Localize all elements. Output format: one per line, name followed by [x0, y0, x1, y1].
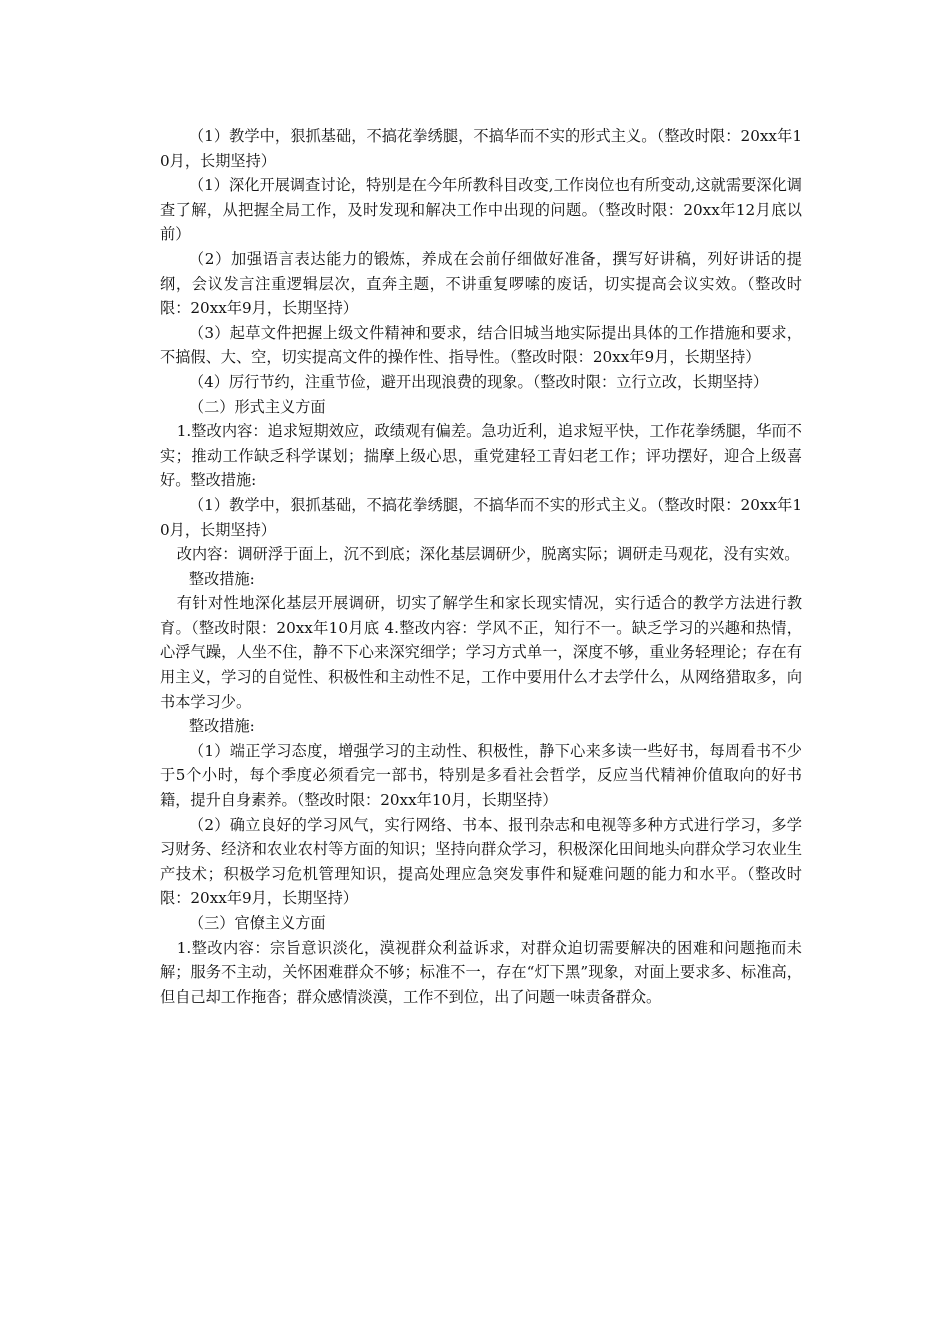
paragraph: 改内容：调研浮于面上，沉不到底；深化基层调研少，脱离实际；调研走马观花，没有实效。 [176, 545, 800, 564]
paragraph: （1）端正学习态度，增强学习的主动性、积极性，静下心来多读一些好书，每周看书不少于5个小时，每个季度必须看完一部书，特别是多看社会哲学，反应当代精神价值取向的好书籍，提升自身素养。（整改时限：20xx年10月，长期坚持） [160, 741, 802, 810]
paragraph: 1.整改内容：追求短期效应，政绩观有偏差。急功近利，追求短平快，工作花拳绣腿，华而不实；推动工作缺乏科学谋划；揣摩上级心思，重党建轻工青妇老工作；评功摆好，迎合上级喜好。整改措施: [160, 422, 802, 490]
paragraph: （4）厉行节约，注重节俭，避开出现浪费的现象。（整改时限：立行立改，长期坚持） [188, 372, 769, 391]
section-heading: （二）形式主义方面 [188, 397, 326, 416]
paragraph: （3）起草文件把握上级文件精神和要求，结合旧城当地实际提出具体的工作措施和要求，不搞假、大、空，切实提高文件的操作性、指导性。（整改时限：20xx年9月，长期坚持） [160, 323, 802, 367]
paragraph: 1.整改内容：宗旨意识淡化，漠视群众利益诉求，对群众迫切需要解决的困难和问题拖而未解；服务不主动，关怀困难群众不够；标准不一，存在“灯下黑”现象，对面上要求多、标准高，但自己却工作拖沓；群众感情淡漠，工作不到位，出了问题一味责备群众。 [160, 938, 802, 1006]
paragraph: （2）加强语言表达能力的锻炼，养成在会前仔细做好准备，撰写好讲稿，列好讲话的提纲，会议发言注重逻辑层次，直奔主题，不讲重复啰嗦的废话，切实提高会议实效。（整改时限：20xx年9月，长期坚持） [160, 249, 802, 318]
subheading: 整改措施: [188, 569, 255, 588]
paragraph: （1）教学中，狠抓基础，不搞花拳绣腿，不搞华而不实的形式主义。（整改时限：20xx年10月，长期坚持） [160, 127, 802, 170]
subheading: 整改措施: [188, 717, 255, 736]
paragraph: （1）深化开展调查讨论，特别是在今年所教科目改变,工作岗位也有所变动,这就需要深化调查了解，从把握全局工作，及时发现和解决工作中出现的问题。（整改时限：20xx年12月底以前） [160, 176, 802, 244]
paragraph: （1）教学中，狠抓基础，不搞花拳绣腿，不搞华而不实的形式主义。（整改时限：20xx年10月，长期坚持） [160, 495, 802, 539]
document-body [160, 124, 802, 1009]
paragraph: 有针对性地深化基层开展调研，切实了解学生和家长现实情况，实行适合的教学方法进行教育。（整改时限：20xx年10月底 4.整改内容：学风不正，知行不一。缺乏学习的兴趣和热情，心浮气躁，人坐不住，静不下心来深究细学；学习方式单一，深度不够，重业务轻理论；存在有用主义，学习的自觉性、积极性和主动性不足，工作中要用什么才去学什么，从网络猎取多，向书本学习少。 [160, 594, 802, 711]
paragraph: （2）确立良好的学习风气，实行网络、书本、报刊杂志和电视等多种方式进行学习，多学习财务、经济和农业农村等方面的知识；坚持向群众学习，积极深化田间地头向群众学习农业生产技术；积极学习危机管理知识，提高处理应急突发事件和疑难问题的能力和水平。（整改时限：20xx年9月，长期坚持） [160, 815, 802, 908]
section-heading: （三）官僚主义方面 [188, 914, 326, 932]
